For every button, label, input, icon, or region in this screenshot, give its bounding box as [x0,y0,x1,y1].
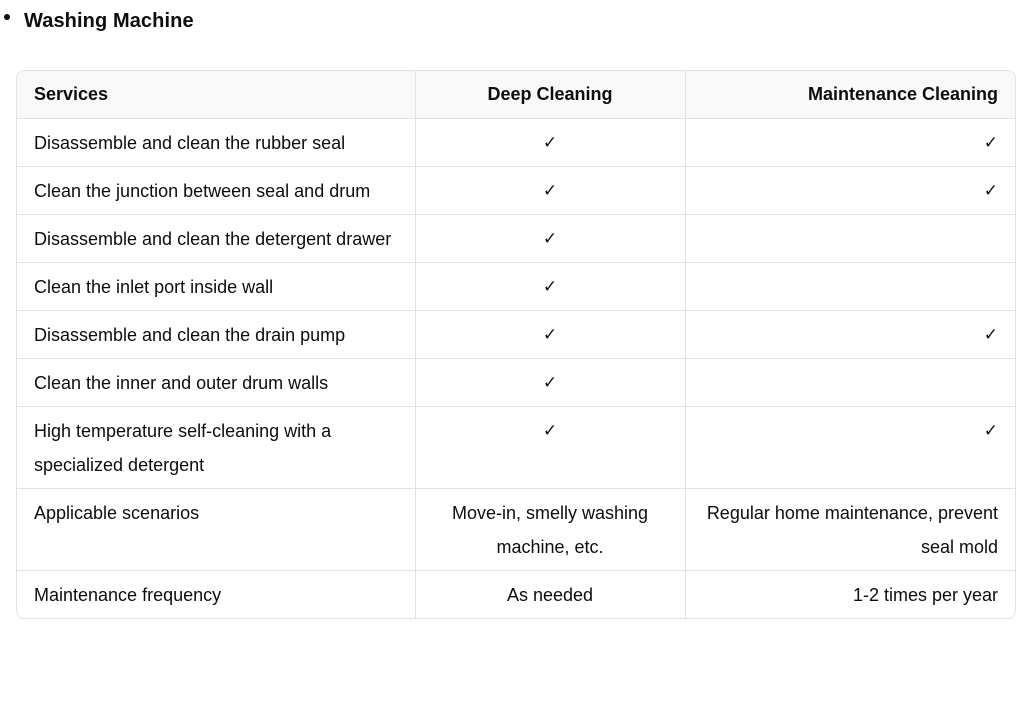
column-header-deep-cleaning: Deep Cleaning [415,71,685,119]
service-cell: Clean the inlet port inside wall [17,263,415,311]
service-cell: Disassemble and clean the drain pump [17,311,415,359]
section-heading [4,6,194,36]
table-row [17,311,1015,359]
maintenance-cleaning-cell [685,263,1015,311]
table-row [17,359,1015,407]
maintenance-cleaning-cell: 1-2 times per year [852,585,998,605]
maintenance-cleaning-cell [685,215,1015,263]
bullet-icon [4,14,10,20]
deep-cleaning-cell: ✓ [415,263,685,311]
table-row [17,407,1015,489]
column-header-maintenance-cleaning: Maintenance Cleaning [685,71,1015,119]
service-cell: Clean the inner and outer drum walls [17,359,415,407]
maintenance-cleaning-cell: ✓ [685,119,1015,167]
service-cell: Disassemble and clean the rubber seal [17,119,415,167]
service-cell: Maintenance frequency [17,571,415,619]
deep-cleaning-cell: ✓ [415,215,685,263]
column-header-services: Services [17,71,415,119]
table-row [17,489,1015,571]
service-cell: Clean the junction between seal and drum [17,167,415,215]
maintenance-cleaning-cell: ✓ [685,407,1015,489]
table-row [17,167,1015,215]
deep-cleaning-cell: ✓ [415,311,685,359]
deep-cleaning-cell: ✓ [415,407,685,489]
services-table-container [16,70,1016,619]
heading-title: Washing Machine [24,10,194,32]
maintenance-cleaning-cell [685,359,1015,407]
table-row [17,215,1015,263]
service-cell: Disassemble and clean the detergent drawer [17,215,415,263]
maintenance-cleaning-cell: ✓ [685,311,1015,359]
deep-cleaning-cell: ✓ [415,359,685,407]
table-row [17,263,1015,311]
table-row [17,119,1015,167]
deep-cleaning-cell: Move-in, smelly washing machine, etc. [415,489,685,571]
deep-cleaning-cell: As needed [415,571,685,619]
service-cell: High temperature self-cleaning with a specialized detergent [17,407,415,489]
deep-cleaning-cell: ✓ [415,119,685,167]
service-cell: Applicable scenarios [17,489,415,571]
maintenance-cleaning-cell: Regular home maintenance, prevent seal mold [685,489,1015,571]
table-row [17,571,1015,619]
services-table [17,71,1015,618]
deep-cleaning-cell: ✓ [415,167,685,215]
table-header-row [17,71,1015,119]
maintenance-cleaning-cell: ✓ [685,167,1015,215]
